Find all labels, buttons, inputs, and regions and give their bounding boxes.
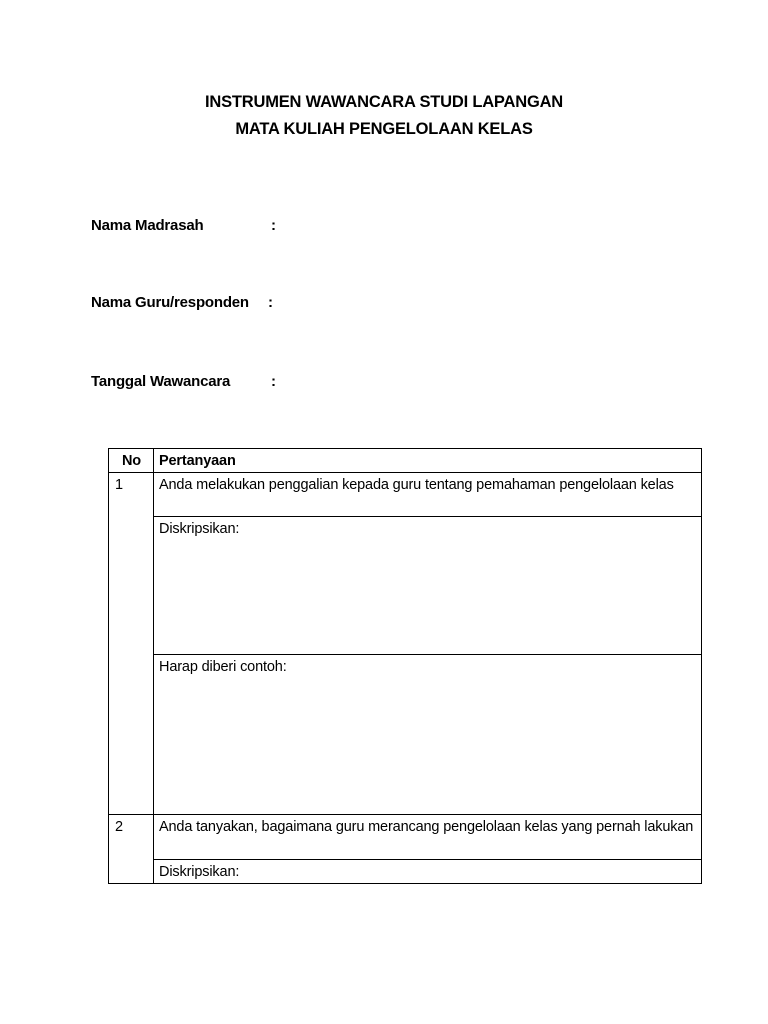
field-nama-madrasah: [91, 217, 276, 234]
field-colon: :: [271, 217, 276, 234]
field-label: Nama Madrasah: [91, 217, 204, 234]
question-text: Anda tanyakan, bagaimana guru merancang pengelolaan kelas yang pernah lakukan: [154, 815, 702, 860]
field-tanggal-wawancara: [91, 373, 276, 390]
field-nama-guru: [91, 294, 273, 311]
table-row: [109, 655, 702, 815]
field-label: Nama Guru/responden: [91, 294, 249, 311]
field-colon: :: [268, 294, 273, 311]
description-area[interactable]: Diskripsikan:: [154, 860, 702, 884]
header-no: No: [109, 449, 154, 473]
example-area[interactable]: Harap diberi contoh:: [154, 655, 702, 815]
table-row: [109, 473, 702, 517]
row-number: 2: [109, 815, 154, 884]
description-area[interactable]: Diskripsikan:: [154, 517, 702, 655]
question-text: Anda melakukan penggalian kepada guru tentang pemahaman pengelolaan kelas: [154, 473, 702, 517]
interview-table: [108, 448, 702, 884]
row-number: 1: [109, 473, 154, 815]
document-title-line-2: MATA KULIAH PENGELOLAAN KELAS: [235, 120, 533, 138]
header-question: Pertanyaan: [154, 449, 702, 473]
table-row: [109, 815, 702, 860]
field-label: Tanggal Wawancara: [91, 373, 231, 390]
table-header-row: [109, 449, 702, 473]
table-row: [109, 517, 702, 655]
table-row: [109, 860, 702, 884]
field-colon: :: [271, 373, 276, 390]
document-title-line-1: INSTRUMEN WAWANCARA STUDI LAPANGAN: [204, 93, 564, 111]
